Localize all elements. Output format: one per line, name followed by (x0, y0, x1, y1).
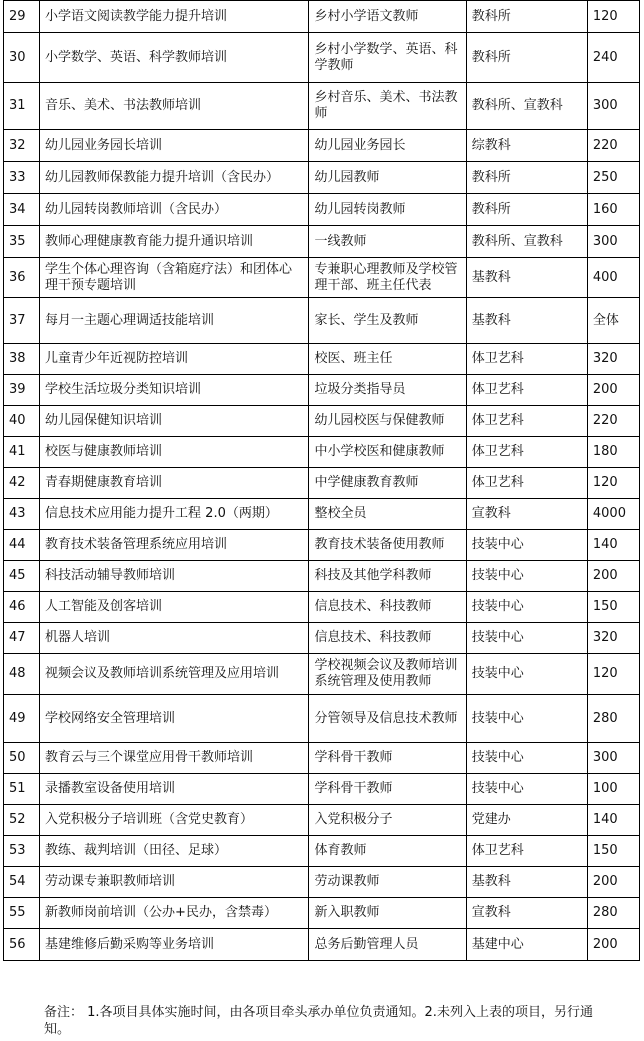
cell-target: 校医、班主任 (309, 344, 466, 375)
cell-name: 幼儿园转岗教师培训（含民办） (40, 194, 309, 226)
cell-no: 55 (4, 898, 40, 929)
cell-count: 220 (587, 406, 639, 437)
cell-no: 53 (4, 836, 40, 867)
cell-target: 乡村音乐、美术、书法教师 (309, 83, 466, 130)
footnote: 备注： 1.各项目具体实施时间，由各项目牵头承办单位负责通知。2.未列入上表的项目，另行通知。 (44, 1005, 593, 1037)
cell-name: 幼儿园保健知识培训 (40, 406, 309, 437)
table-row (4, 867, 640, 898)
cell-org: 教科所 (466, 162, 587, 194)
cell-org: 体卫艺科 (466, 344, 587, 375)
cell-name: 劳动课专兼职教师培训 (40, 867, 309, 898)
cell-target: 乡村小学语文教师 (309, 1, 466, 33)
cell-name: 新教师岗前培训（公办+民办，含禁毒） (40, 898, 309, 929)
cell-name: 幼儿园教师保教能力提升培训（含民办） (40, 162, 309, 194)
cell-no: 54 (4, 867, 40, 898)
table-row (4, 130, 640, 162)
table-row (4, 774, 640, 805)
cell-no: 45 (4, 561, 40, 592)
cell-name: 机器人培训 (40, 623, 309, 654)
table-row (4, 695, 640, 743)
table-row (4, 561, 640, 592)
cell-target: 教育技术装备使用教师 (309, 530, 466, 561)
cell-org: 综教科 (466, 130, 587, 162)
cell-name: 校医与健康教师培训 (40, 437, 309, 468)
cell-no: 47 (4, 623, 40, 654)
cell-name: 儿童青少年近视防控培训 (40, 344, 309, 375)
table-row (4, 437, 640, 468)
table-row (4, 298, 640, 344)
cell-target: 幼儿园业务园长 (309, 130, 466, 162)
cell-name: 学校生活垃圾分类知识培训 (40, 375, 309, 406)
cell-target: 信息技术、科技教师 (309, 623, 466, 654)
cell-no: 37 (4, 298, 40, 344)
cell-no: 34 (4, 194, 40, 226)
cell-no: 42 (4, 468, 40, 499)
cell-name: 信息技术应用能力提升工程 2.0（两期） (40, 499, 309, 530)
cell-count: 150 (587, 836, 639, 867)
table-row (4, 592, 640, 623)
cell-org: 技装中心 (466, 623, 587, 654)
cell-name: 教育云与三个课堂应用骨干教师培训 (40, 743, 309, 774)
cell-target: 家长、学生及教师 (309, 298, 466, 344)
cell-no: 43 (4, 499, 40, 530)
cell-count: 140 (587, 530, 639, 561)
cell-count: 240 (587, 33, 639, 83)
table-row (4, 406, 640, 437)
cell-org: 体卫艺科 (466, 468, 587, 499)
cell-name: 教育技术装备管理系统应用培训 (40, 530, 309, 561)
cell-target: 幼儿园校医与保健教师 (309, 406, 466, 437)
cell-target: 中小学校医和健康教师 (309, 437, 466, 468)
cell-count: 280 (587, 695, 639, 743)
cell-count: 120 (587, 654, 639, 695)
cell-target: 新入职教师 (309, 898, 466, 929)
cell-count: 4000 (587, 499, 639, 530)
cell-org: 技装中心 (466, 774, 587, 805)
cell-target: 乡村小学数学、英语、科学教师 (309, 33, 466, 83)
cell-count: 全体 (587, 298, 639, 344)
cell-name: 基建维修后勤采购等业务培训 (40, 929, 309, 961)
cell-no: 46 (4, 592, 40, 623)
cell-no: 41 (4, 437, 40, 468)
cell-no: 40 (4, 406, 40, 437)
cell-org: 教科所 (466, 33, 587, 83)
cell-count: 200 (587, 867, 639, 898)
table-row (4, 654, 640, 695)
table-row (4, 344, 640, 375)
cell-count: 300 (587, 83, 639, 130)
cell-target: 学科骨干教师 (309, 774, 466, 805)
cell-count: 400 (587, 258, 639, 298)
cell-target: 分管领导及信息技术教师 (309, 695, 466, 743)
cell-target: 信息技术、科技教师 (309, 592, 466, 623)
cell-name: 青春期健康教育培训 (40, 468, 309, 499)
table-row (4, 530, 640, 561)
cell-target: 一线教师 (309, 226, 466, 258)
cell-org: 基教科 (466, 258, 587, 298)
table-row (4, 162, 640, 194)
cell-count: 160 (587, 194, 639, 226)
cell-name: 录播教室设备使用培训 (40, 774, 309, 805)
cell-name: 学生个体心理咨询（含箱庭疗法）和团体心理干预专题培训 (40, 258, 309, 298)
cell-name: 人工智能及创客培训 (40, 592, 309, 623)
cell-target: 学科骨干教师 (309, 743, 466, 774)
cell-target: 入党积极分子 (309, 805, 466, 836)
table-row (4, 836, 640, 867)
cell-target: 整校全员 (309, 499, 466, 530)
table-row (4, 805, 640, 836)
cell-count: 200 (587, 375, 639, 406)
cell-count: 180 (587, 437, 639, 468)
cell-name: 教师心理健康教育能力提升通识培训 (40, 226, 309, 258)
table-row (4, 33, 640, 83)
cell-org: 技装中心 (466, 743, 587, 774)
cell-org: 体卫艺科 (466, 437, 587, 468)
cell-count: 100 (587, 774, 639, 805)
cell-no: 50 (4, 743, 40, 774)
cell-no: 30 (4, 33, 40, 83)
cell-target: 幼儿园转岗教师 (309, 194, 466, 226)
cell-no: 32 (4, 130, 40, 162)
training-table (3, 0, 640, 961)
cell-org: 体卫艺科 (466, 836, 587, 867)
cell-org: 教科所 (466, 194, 587, 226)
cell-org: 宣教科 (466, 499, 587, 530)
cell-name: 小学语文阅读教学能力提升培训 (40, 1, 309, 33)
table-row (4, 468, 640, 499)
table-row (4, 623, 640, 654)
cell-count: 200 (587, 929, 639, 961)
cell-no: 31 (4, 83, 40, 130)
cell-count: 120 (587, 1, 639, 33)
cell-org: 基教科 (466, 298, 587, 344)
cell-name: 音乐、美术、书法教师培训 (40, 83, 309, 130)
cell-org: 体卫艺科 (466, 375, 587, 406)
table-row (4, 929, 640, 961)
cell-target: 体育教师 (309, 836, 466, 867)
cell-count: 120 (587, 468, 639, 499)
cell-count: 320 (587, 623, 639, 654)
cell-org: 体卫艺科 (466, 406, 587, 437)
cell-no: 52 (4, 805, 40, 836)
cell-org: 宣教科 (466, 898, 587, 929)
cell-target: 中学健康教育教师 (309, 468, 466, 499)
cell-no: 48 (4, 654, 40, 695)
cell-org: 基教科 (466, 867, 587, 898)
cell-target: 总务后勤管理人员 (309, 929, 466, 961)
cell-count: 300 (587, 743, 639, 774)
cell-org: 教科所、宣教科 (466, 83, 587, 130)
cell-org: 基建中心 (466, 929, 587, 961)
cell-no: 56 (4, 929, 40, 961)
table-row (4, 226, 640, 258)
cell-name: 幼儿园业务园长培训 (40, 130, 309, 162)
cell-target: 专兼职心理教师及学校管理干部、班主任代表 (309, 258, 466, 298)
cell-count: 150 (587, 592, 639, 623)
cell-org: 技装中心 (466, 561, 587, 592)
cell-no: 33 (4, 162, 40, 194)
cell-name: 科技活动辅导教师培训 (40, 561, 309, 592)
cell-count: 250 (587, 162, 639, 194)
cell-count: 280 (587, 898, 639, 929)
cell-no: 36 (4, 258, 40, 298)
cell-name: 学校网络安全管理培训 (40, 695, 309, 743)
cell-org: 技装中心 (466, 654, 587, 695)
cell-target: 学校视频会议及教师培训系统管理及使用教师 (309, 654, 466, 695)
cell-no: 38 (4, 344, 40, 375)
cell-name: 入党积极分子培训班（含党史教育） (40, 805, 309, 836)
cell-target: 科技及其他学科教师 (309, 561, 466, 592)
cell-org: 教科所 (466, 1, 587, 33)
cell-org: 技装中心 (466, 695, 587, 743)
cell-count: 300 (587, 226, 639, 258)
cell-name: 教练、裁判培训（田径、足球） (40, 836, 309, 867)
table-row (4, 258, 640, 298)
table-row (4, 194, 640, 226)
cell-target: 劳动课教师 (309, 867, 466, 898)
cell-no: 39 (4, 375, 40, 406)
cell-name: 小学数学、英语、科学教师培训 (40, 33, 309, 83)
cell-no: 49 (4, 695, 40, 743)
cell-no: 35 (4, 226, 40, 258)
cell-count: 220 (587, 130, 639, 162)
cell-org: 教科所、宣教科 (466, 226, 587, 258)
cell-no: 51 (4, 774, 40, 805)
table-row (4, 375, 640, 406)
table-row (4, 83, 640, 130)
table-row (4, 898, 640, 929)
cell-no: 29 (4, 1, 40, 33)
cell-no: 44 (4, 530, 40, 561)
cell-count: 200 (587, 561, 639, 592)
cell-name: 视频会议及教师培训系统管理及应用培训 (40, 654, 309, 695)
table-row (4, 743, 640, 774)
table-row (4, 1, 640, 33)
cell-org: 党建办 (466, 805, 587, 836)
cell-name: 每月一主题心理调适技能培训 (40, 298, 309, 344)
cell-count: 320 (587, 344, 639, 375)
cell-org: 技装中心 (466, 592, 587, 623)
cell-target: 垃圾分类指导员 (309, 375, 466, 406)
cell-count: 140 (587, 805, 639, 836)
table-row (4, 499, 640, 530)
cell-target: 幼儿园教师 (309, 162, 466, 194)
cell-org: 技装中心 (466, 530, 587, 561)
